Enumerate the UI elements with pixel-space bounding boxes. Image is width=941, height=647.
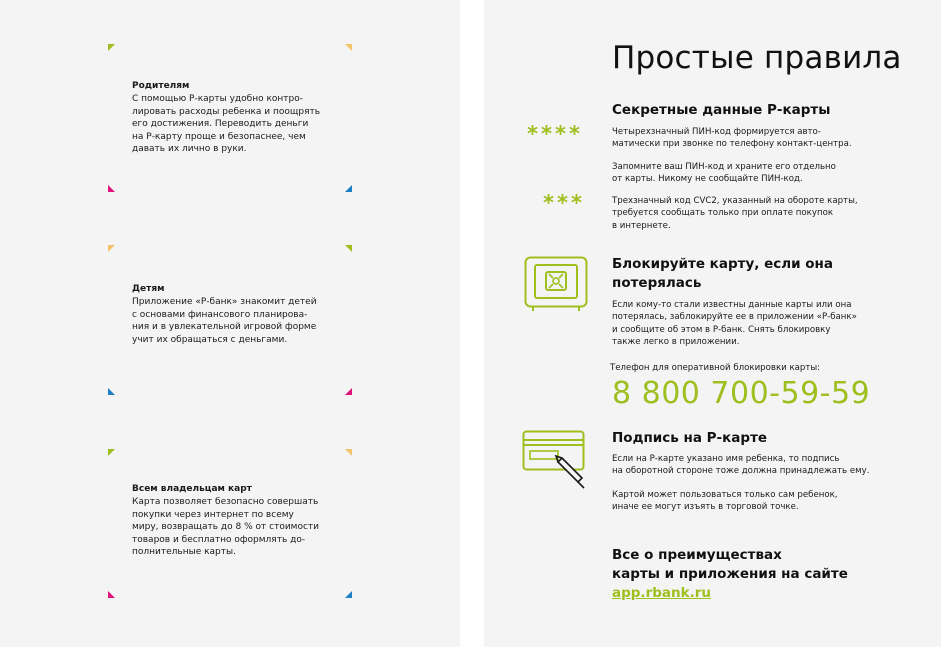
- keep-pin-text: Запомните ваш ПИН-код и храните его отдельно от карты. Никому не сообщайте ПИН-код.: [612, 162, 836, 185]
- parents-text: С помощью Р-карты удобно контро- лировать расходы ребенка и поощрять его достижения. Переводить деньги на Р-карту проще и безопаснее, чем давать их лично в руки.: [132, 94, 321, 155]
- all-owners-title: Всем владельцам карт: [132, 484, 252, 494]
- corner-mark: [345, 185, 352, 192]
- parents-title: Родителям: [132, 81, 190, 91]
- card-signature-icon: [522, 430, 592, 492]
- corner-mark: [345, 449, 352, 456]
- kids-text: Приложение «Р-банк» знакомит детей с основами финансового планирова- ния и в увлекательной игровой форме учит их обращаться с деньгами.: [132, 297, 317, 345]
- secret-data-heading: Секретные данные Р-карты: [612, 102, 831, 118]
- corner-mark: [345, 591, 352, 598]
- pin-text: Четырехзначный ПИН-код формируется авто- матически при звонке по телефону контакт-центра.: [612, 127, 852, 150]
- signature-heading: Подпись на Р-карте: [612, 430, 768, 446]
- block-phone-number[interactable]: 8 800 700-59-59: [612, 376, 871, 411]
- kids-title: Детям: [132, 284, 165, 294]
- all-owners-block: [132, 483, 342, 559]
- cvc-stars: ***: [543, 191, 585, 215]
- safe-icon: [524, 256, 588, 312]
- corner-mark: [345, 388, 352, 395]
- all-owners-text: Карта позволяет безопасно совершать покупки через интернет по всему миру, возвращать до 8 % от стоимости товаров и бесплатно оформлять до- полнительные карты.: [132, 497, 320, 558]
- corner-mark: [108, 185, 115, 192]
- parents-block: [132, 80, 342, 156]
- page-title: Простые правила: [612, 40, 902, 76]
- block-card-heading: Блокируйте карту, если она потерялась: [612, 256, 833, 291]
- corner-mark: [108, 44, 115, 51]
- corner-mark: [108, 245, 115, 252]
- corner-mark: [345, 44, 352, 51]
- corner-mark: [108, 388, 115, 395]
- corner-mark: [345, 245, 352, 252]
- pin-stars: ****: [527, 122, 583, 146]
- corner-mark: [108, 591, 115, 598]
- promo-text: Все о преимуществах карты и приложения на сайте: [612, 547, 848, 582]
- promo-link[interactable]: app.rbank.ru: [612, 585, 711, 601]
- signature-text-1: Если на Р-карте указано имя ребенка, то подпись на оборотной стороне тоже должна принадлежать ему.: [612, 454, 870, 477]
- signature-text-2: Картой может пользоваться только сам ребенок, иначе ее могут изъять в торговой точке.: [612, 490, 838, 513]
- corner-mark: [108, 449, 115, 456]
- block-card-text: Если кому-то стали известны данные карты или она потерялась, заблокируйте ее в приложении «Р-банк» и сообщите об этом в Р-банк. Снять блокировку также легко в приложении.: [612, 300, 857, 348]
- phone-label: Телефон для оперативной блокировки карты:: [610, 363, 821, 373]
- kids-block: [132, 283, 342, 346]
- cvc-text: Трехзначный код CVC2, указанный на обороте карты, требуется сообщать только при оплате покупок в интернете.: [612, 196, 858, 231]
